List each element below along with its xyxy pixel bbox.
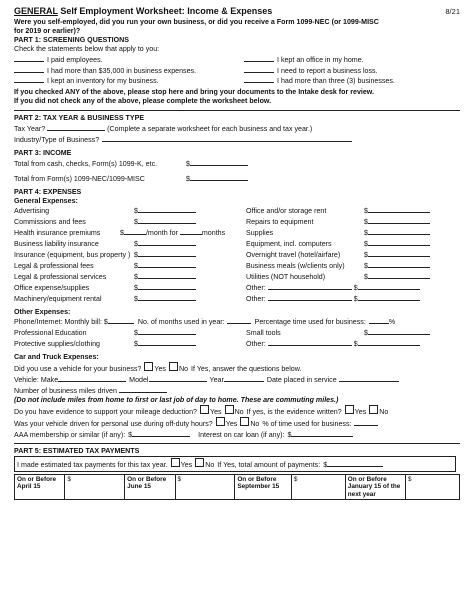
part1-note-stop: If you checked ANY of the above, please stop here and bring your documents to the Intake desk for review. [14, 88, 375, 97]
title-prefix: GENERAL [14, 6, 58, 16]
estimated-yes-checkbox[interactable] [171, 458, 180, 467]
personal-use-row: Was your vehicle driven for personal use during off-duty hours? Yes No % of time used for business: [14, 417, 460, 429]
income-1099-field[interactable] [190, 173, 248, 181]
commuting-note: (Do not include miles from home to first or last job of day to home. These are commuting miles.) [14, 395, 339, 404]
screening-question-line1: Were you self-employed, did you run your own business, or did you receive a Form 1099-NEC (or 1099-MISC [14, 18, 379, 26]
check-item[interactable]: I had more than three (3) businesses. [244, 75, 464, 86]
expense-row: Machinery/equipment rental $ [14, 293, 242, 304]
part1-note-continue: If you did not check any of the above, please complete the worksheet below. [14, 97, 272, 106]
part1-heading: PART 1: SCREENING QUESTIONS [14, 35, 129, 44]
industry-row: Industry/Type of Business? [14, 134, 460, 145]
estimated-no-checkbox[interactable] [195, 458, 204, 467]
tax-year-row: Tax Year? (Complete a separate worksheet for each business and tax year.) [14, 125, 313, 134]
expense-row: Business liability insurance $ [14, 238, 242, 249]
aaa-row: AAA membership or similar (if any): $ Interest on car loan (if any): $ [14, 429, 460, 440]
estimated-payments-table [14, 474, 460, 500]
other-expenses-heading: Other Expenses: [14, 307, 71, 316]
payment-amount-cell[interactable]: $ [65, 475, 125, 500]
car-heading: Car and Truck Expenses: [14, 353, 99, 362]
vehicle-yes-checkbox[interactable] [144, 362, 153, 371]
industry-field[interactable] [102, 134, 352, 142]
general-expenses-grid [14, 205, 460, 303]
section-divider [14, 443, 460, 444]
expense-row: Advertising $ [14, 205, 242, 216]
evidence-row: Do you have evidence to support your mileage deduction? Yes No If yes, is the evidence written? Yes No [14, 405, 460, 417]
expense-row: Supplies $ [246, 227, 464, 238]
part1-checklist [14, 54, 460, 87]
expense-row: Insurance (equipment, bus property ) $ [14, 249, 242, 260]
title-rest: Self Employment Worksheet: Income & Expenses [57, 6, 273, 16]
estimated-payments-row: I made estimated tax payments for this tax year. Yes No If Yes, total amount of payments: $ [14, 456, 456, 472]
vehicle-detail-row: Vehicle: Make Model Year Date placed in service [14, 374, 460, 385]
expense-row: Office and/or storage rent $ [246, 205, 464, 216]
part5-heading: PART 5: ESTIMATED TAX PAYMENTS [14, 447, 140, 456]
part3-heading: PART 3: INCOME [14, 148, 72, 157]
check-item[interactable]: I kept an office in my home. [244, 54, 464, 65]
payment-date-cell: On or Before June 15 [125, 475, 175, 500]
check-item[interactable]: I need to report a business loss. [244, 65, 464, 76]
expense-row: Commissions and fees $ [14, 216, 242, 227]
expense-row: Protective supplies/clothing $ [14, 338, 242, 349]
check-item[interactable]: I kept an inventory for my business. [14, 75, 240, 86]
part2-heading: PART 2: TAX YEAR & BUSINESS TYPE [14, 114, 145, 123]
check-item[interactable]: I had more than $35,000 in business expenses. [14, 65, 240, 76]
expense-row-health: Health insurance premiums $ /month for months [14, 229, 226, 238]
expense-row: Utilities (NOT household) $ [246, 271, 464, 282]
payment-date-cell: On or Before April 15 [15, 475, 65, 500]
vehicle-use-row: Did you use a vehicle for your business? Yes No If Yes, answer the questions below. [14, 362, 460, 374]
expense-row: Office expense/supplies $ [14, 282, 242, 293]
expense-row: Overnight travel (hotel/airfare) $ [246, 249, 464, 260]
vehicle-no-checkbox[interactable] [169, 362, 178, 371]
expense-row: Equipment, incl. computers $ [246, 238, 464, 249]
payment-date-cell: On or Before September 15 [235, 475, 292, 500]
worksheet-header [14, 6, 460, 16]
part1-instruction: Check the statements below that apply to you: [14, 44, 160, 53]
expense-row: Professional Education $ [14, 327, 242, 338]
expense-row-other: Other: $ [246, 338, 464, 349]
worksheet-title [14, 6, 272, 16]
payment-date-cell: On or Before January 15 of the next year [345, 475, 405, 500]
expense-row-other: Other: $ [246, 282, 464, 293]
other-expenses-grid [14, 327, 460, 349]
tax-year-field[interactable] [47, 123, 105, 131]
section-divider [14, 110, 460, 111]
phone-row: Phone/Internet: Monthly bill: $ No. of months used in year: Percentage time used for business: % [14, 318, 396, 327]
payment-amount-cell[interactable]: $ [175, 475, 235, 500]
general-expenses-heading: General Expenses: [14, 196, 78, 205]
expense-row: Legal & professional fees $ [14, 260, 242, 271]
expense-row-other: Other: $ [246, 293, 464, 304]
income-cash-field[interactable] [190, 158, 248, 166]
income-row-cash: Total from cash, checks, Form(s) 1099-K, etc. $ [14, 158, 460, 169]
check-item[interactable]: I paid employees. [14, 54, 240, 65]
expense-row: Legal & professional services $ [14, 271, 242, 282]
miles-row: Number of business miles driven [14, 385, 460, 396]
expense-row: Business meals (w/clients only) $ [246, 260, 464, 271]
income-row-1099: Total from Form(s) 1099-NEC/1099-MISC $ [14, 173, 460, 184]
payment-amount-cell[interactable]: $ [291, 475, 345, 500]
payment-amount-cell[interactable]: $ [406, 475, 460, 500]
expense-row: Small tools $ [246, 327, 464, 338]
part4-heading: PART 4: EXPENSES [14, 187, 82, 196]
expense-row: Repairs to equipment $ [246, 216, 464, 227]
version-label: 8/21 [445, 7, 460, 16]
screening-question-line2: for 2019 or earlier)? [14, 26, 81, 35]
